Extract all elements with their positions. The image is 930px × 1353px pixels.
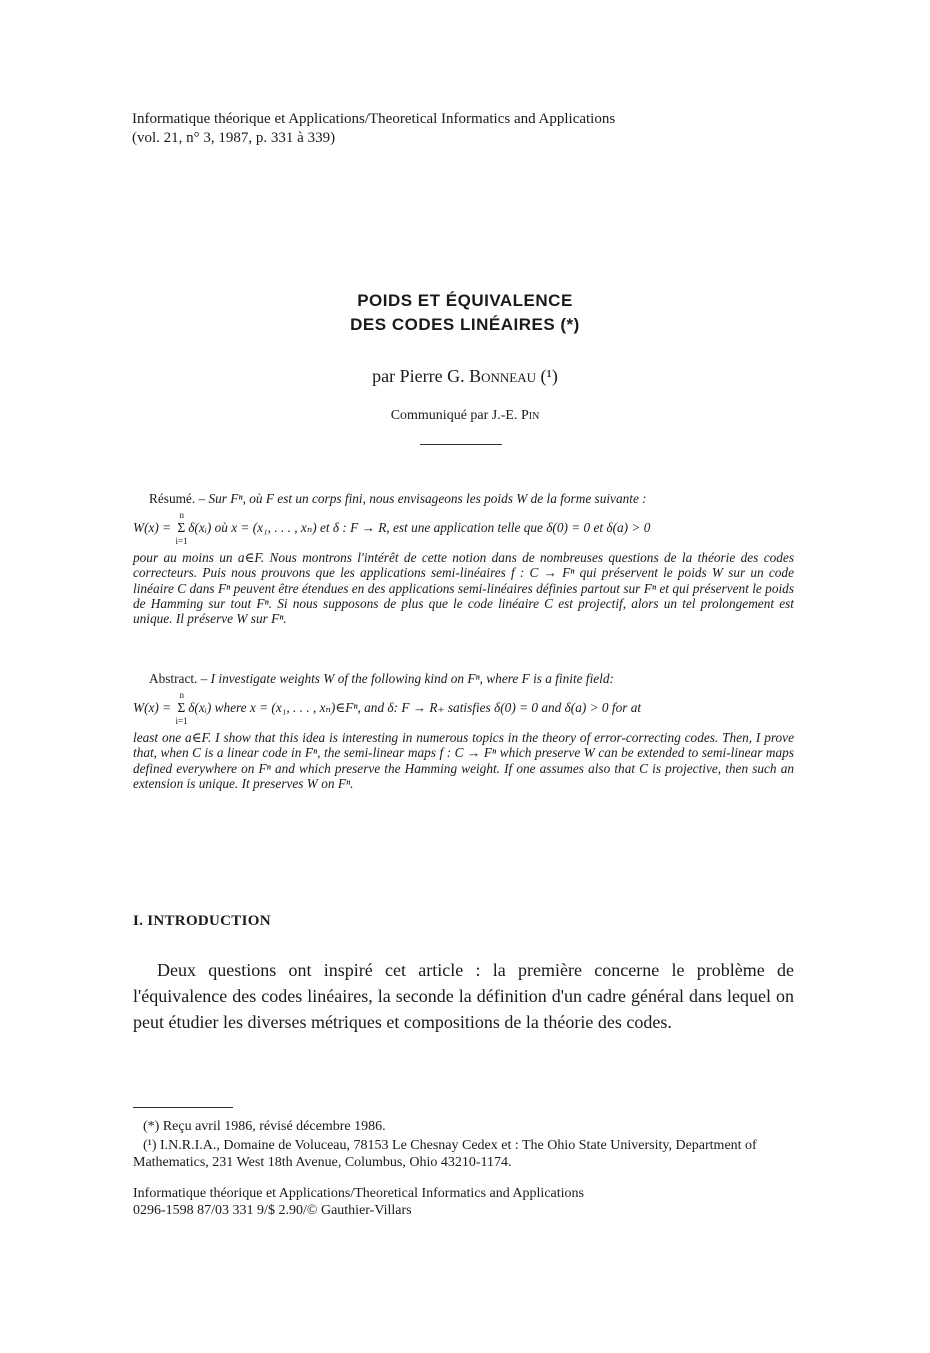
communicated-surname: Pin [520,408,540,423]
resume-formula-rhs: δ(xᵢ) où x = (x₁, . . . , xₙ) et δ : F → R, est une application telle que δ(0) = 0 et δ(a) > 0 [188,520,651,536]
title-line-2: DES CODES LINÉAIRES (*) [350,315,580,334]
resume-block [133,491,794,627]
abstract-label: Abstract. [149,671,198,686]
abstract-formula-rhs: δ(xᵢ) where x = (x₁, . . . , xₙ)∈Fⁿ, and δ: F → R₊ satisfies δ(0) = 0 and δ(a) > 0 for at [188,700,642,716]
resume-sum-upper: n [179,510,184,521]
abstract-block [133,671,794,791]
author-surname: Bonneau [469,366,536,386]
page-footer [133,1185,584,1219]
abstract-body: least one a∈F. I show that this idea is interesting in numerous topics in the theory of error-correcting codes. Then, I prove that, when C is a linear code in Fⁿ, the semi-linear maps f : C → Fⁿ which preserve W can be extended to semi-linear maps defined everywhere on Fⁿ and which preserve the Hamming weight. If one assumes also that C is projective, then such an extension is unique. It preserves W on Fⁿ. [133,729,794,792]
resume-formula-lhs: W(x) = [133,520,175,536]
footer-journal: Informatique théorique et Applications/Theoretical Informatics and Applications [133,1186,584,1201]
author-line [0,366,930,387]
resume-formula [133,510,794,547]
paper-title [0,289,930,337]
communicated-by [0,408,930,424]
author-footnote-marker: (¹) [540,366,558,386]
intro-paragraph: Deux questions ont inspiré cet article : la première concerne le problème de l'équivalence des codes linéaires, la seconde la définition d'un cadre général dans lequel on peut étudier les diverses métriques et compositions de la théorie des codes. [133,960,794,1032]
abstract-sum-lower: i=1 [175,716,188,727]
resume-label: Résumé. [149,491,196,506]
abstract-formula-lhs: W(x) = [133,700,175,716]
title-line-1: POIDS ET ÉQUIVALENCE [357,291,573,310]
resume-body: pour au moins un a∈F. Nous montrons l'intérêt de cette notion dans de nombreuses questions de la théorie des codes correcteurs. Puis nous prouvons que les applications semi-linéaires f : C → Fⁿ qui préservent le poids W sur un code linéaire C dans Fⁿ peuvent être étendues en des applications semi-linéaires définies partout sur Fⁿ et qui préservent le poids de Hamming sur tout Fⁿ. Si nous supposons de plus que le code linéaire C est projectif, alors un tel prolongement est unique. Il préserve W sur Fⁿ. [133,549,794,627]
resume-sum-symbol: Σ [177,520,186,536]
journal-header [132,110,615,148]
section-heading: I. INTRODUCTION [133,913,271,929]
journal-volume: (vol. 21, n° 3, 1987, p. 331 à 339) [132,130,336,146]
footnote-one: (¹) I.N.R.I.A., Domaine de Voluceau, 78153 Le Chesnay Cedex et : The Ohio State University, Department of Mathematics, 231 West 18th Avenue, Columbus, Ohio 43210-1174. [133,1138,757,1170]
resume-sum [175,510,188,547]
communicated-prefix: Communiqué par J.-E. [390,408,518,423]
author-prefix: par Pierre G. [372,366,465,386]
resume-sum-lower: i=1 [175,536,188,547]
abstract-sum-upper: n [179,690,184,701]
title-divider [420,444,502,445]
abstract-formula [133,690,794,727]
footnote-star: (*) Reçu avril 1986, révisé décembre 1986. [143,1119,386,1134]
footer-issn: 0296-1598 87/03 331 9/$ 2.90/© Gauthier-Villars [133,1203,412,1218]
footnote-divider [133,1107,233,1108]
resume-intro-line [133,491,794,506]
abstract-sum [175,690,188,727]
abstract-intro-line [133,671,794,686]
journal-title: Informatique théorique et Applications/Theoretical Informatics and Applications [132,111,616,127]
abstract-sum-symbol: Σ [177,700,186,716]
resume-intro: – Sur Fⁿ, où F est un corps fini, nous envisageons les poids W de la forme suivante : [195,491,647,506]
abstract-intro: – I investigate weights W of the following kind on Fⁿ, where F is a finite field: [197,671,614,686]
